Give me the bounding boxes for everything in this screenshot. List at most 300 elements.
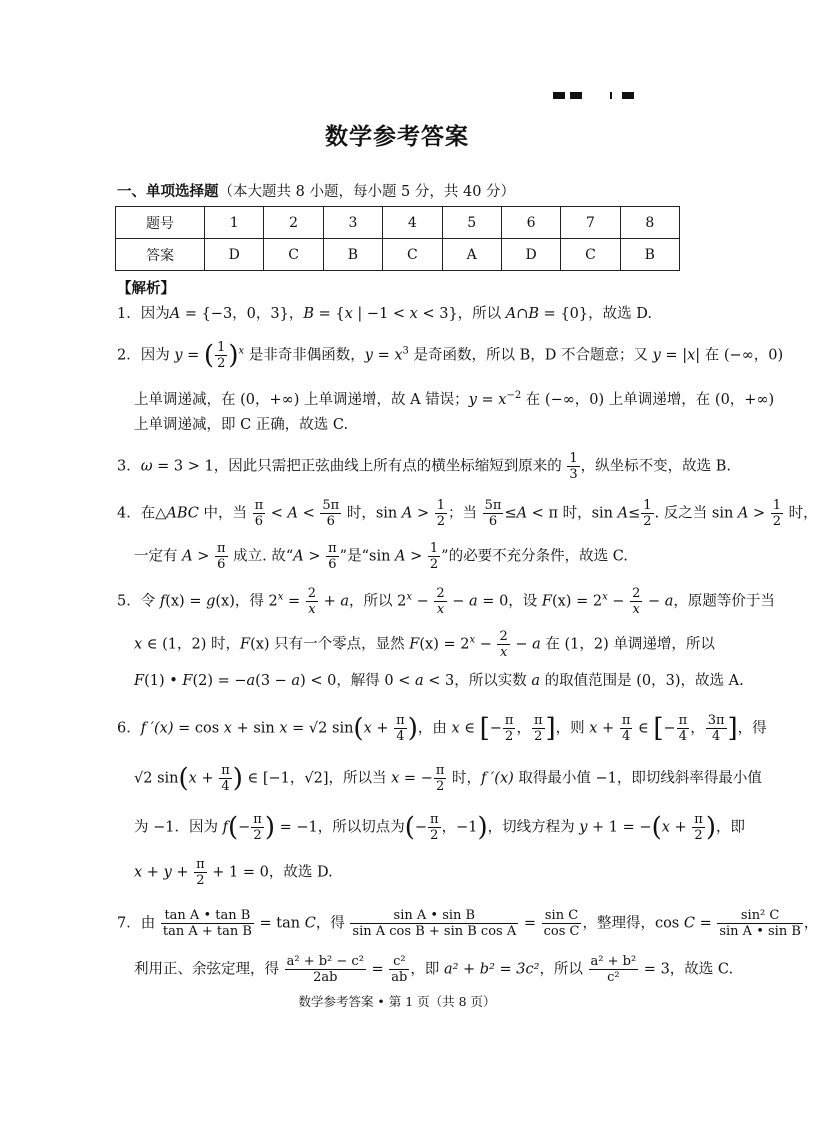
fraction — [428, 541, 440, 572]
solution-6-line-4 — [134, 857, 333, 888]
text: 的取值范围是 (0，3)，故选 A. — [540, 673, 744, 689]
fraction — [350, 908, 518, 939]
var: ABC — [166, 505, 199, 522]
num: 5π — [484, 498, 502, 513]
num: π — [430, 812, 439, 827]
num: sin A • sin B — [350, 908, 518, 924]
text: | 在 (−∞，0) — [695, 347, 784, 364]
paren: ) — [407, 713, 418, 744]
exp: x — [602, 591, 608, 603]
text: ) < 0，解得 0 < — [300, 673, 416, 689]
page-title: 数学参考答案 — [325, 123, 469, 150]
var: f — [159, 593, 166, 610]
text: ，纵坐标不变，故选 B. — [580, 458, 732, 475]
bracket: ] — [727, 713, 738, 744]
num: π — [254, 498, 264, 513]
var: f ′(x) — [481, 770, 514, 787]
var: A — [395, 548, 406, 565]
text: − — [238, 819, 251, 836]
fraction — [542, 908, 582, 939]
text: = — [182, 347, 204, 364]
text: > — [303, 548, 326, 565]
var: A — [182, 548, 193, 565]
num: tan A • tan B — [161, 908, 254, 924]
text: ≤ — [504, 505, 517, 522]
solution-4-line-1 — [117, 498, 818, 529]
fraction — [215, 340, 227, 371]
header-mark-3 — [610, 92, 612, 99]
text: . 反之当 sin — [654, 505, 738, 522]
num: π — [328, 541, 337, 556]
text: 中，当 — [198, 505, 252, 522]
var: x — [661, 819, 670, 836]
var: C — [683, 915, 695, 932]
paren: ) — [705, 812, 716, 843]
den: 6 — [328, 557, 337, 572]
var: g — [206, 593, 216, 610]
text: ∈ — [459, 720, 480, 737]
paren: ) — [228, 340, 239, 371]
text: (x) = 2 — [551, 593, 603, 610]
var: F — [409, 636, 420, 653]
var: x — [451, 720, 460, 737]
exp: x — [277, 591, 284, 603]
text: ∈ — [633, 720, 654, 737]
exp: x — [406, 591, 413, 603]
var: a — [246, 673, 256, 689]
text: − — [663, 720, 676, 737]
solution-5-line-1 — [117, 586, 775, 617]
text: < — [298, 505, 320, 522]
solution-6-line-2 — [134, 763, 762, 794]
text: < 3，所以实数 — [423, 673, 532, 689]
num: 1 — [217, 340, 226, 355]
text: ，所以 — [539, 961, 588, 978]
text: > — [412, 505, 434, 522]
den: x — [499, 645, 508, 660]
den: 2 — [436, 514, 445, 529]
exp: x — [469, 634, 476, 646]
text: = {0}，故选 D. — [539, 306, 652, 322]
num: 1 — [436, 498, 445, 513]
den: 6 — [217, 557, 226, 572]
text: 在 (1，2) 单调递增，所以 — [540, 636, 715, 653]
paren: ( — [203, 340, 215, 371]
text: √2 sin — [134, 770, 179, 787]
table-cell: 5 — [442, 207, 501, 239]
den: 4 — [711, 729, 721, 744]
var: x — [498, 391, 507, 408]
den: 2 — [430, 828, 439, 843]
var: A — [737, 505, 749, 522]
solution-7-line-2 — [134, 954, 733, 985]
bracket: ] — [545, 713, 556, 744]
var: x — [363, 720, 372, 737]
den: x — [436, 602, 445, 617]
text: 3． — [117, 458, 141, 475]
fraction — [567, 451, 579, 482]
text: ∈ (1，2) 时， — [142, 636, 241, 653]
den: 2 — [217, 356, 226, 371]
var: y — [364, 347, 373, 364]
table-cell: 8 — [620, 207, 679, 239]
var: x — [188, 770, 197, 787]
table-cell: 2 — [264, 207, 323, 239]
var: A — [516, 505, 528, 522]
var: A — [617, 505, 629, 522]
paren: ( — [404, 812, 415, 843]
fraction — [253, 498, 266, 529]
text: − — [475, 636, 497, 653]
num: 2 — [307, 586, 316, 601]
var: y — [163, 864, 172, 881]
text: 1．因为 — [117, 306, 170, 322]
table-cell: 6 — [501, 207, 560, 239]
fraction — [771, 498, 783, 529]
text: ， — [690, 720, 705, 737]
text: ，切线方程为 — [487, 819, 580, 836]
text: ”是“sin — [339, 548, 396, 565]
text: ，则 — [555, 720, 590, 737]
text: 2．因为 — [117, 347, 175, 364]
den: x — [632, 602, 640, 617]
text: = {−3，0，3}， — [180, 306, 304, 322]
den: 4 — [396, 729, 405, 744]
var: a — [291, 673, 301, 689]
text: − — [489, 720, 502, 737]
fraction — [394, 713, 407, 744]
var: C — [304, 915, 316, 932]
text: 为 −1．因为 — [134, 819, 223, 836]
header-mark-1 — [553, 92, 565, 99]
den: 2 — [534, 729, 543, 744]
var: x — [394, 347, 403, 364]
var: F — [240, 636, 251, 653]
section-label: 一、单项选择题 — [117, 183, 219, 200]
fraction — [435, 498, 447, 529]
exp: 3 — [402, 345, 409, 357]
var: F — [541, 593, 552, 610]
var: x — [344, 306, 353, 322]
var: a² + b² = 3c² — [443, 961, 540, 978]
table-cell: B — [323, 239, 382, 271]
table-row-numbers — [116, 207, 680, 239]
den: 3 — [569, 467, 578, 482]
text: − — [412, 593, 434, 610]
var: x — [279, 720, 288, 737]
num: 1 — [643, 498, 652, 513]
fraction — [503, 713, 516, 744]
solution-4-line-2 — [134, 541, 628, 572]
text: + 1 = − — [587, 819, 652, 836]
text: = 3，故选 C. — [639, 961, 734, 978]
den: 6 — [326, 514, 335, 529]
den: tan A + tan B — [162, 924, 252, 939]
text: > — [192, 548, 214, 565]
fraction — [434, 586, 446, 617]
text: − — [447, 593, 470, 610]
table-head-answer: 答案 — [116, 239, 205, 271]
table-cell: C — [264, 239, 323, 271]
den: 2 — [505, 729, 514, 744]
solution-6-line-1 — [117, 713, 767, 744]
fraction — [677, 713, 690, 744]
table-cell: B — [620, 239, 679, 271]
var: x — [134, 864, 143, 881]
num: π — [678, 713, 688, 728]
fraction — [161, 908, 254, 939]
num: c² — [389, 954, 409, 970]
text: ，得 — [315, 915, 350, 932]
var: x — [687, 347, 696, 364]
fraction — [219, 763, 232, 794]
text: ，整理得，cos — [582, 915, 684, 932]
solution-5-line-3 — [134, 671, 744, 691]
text: − — [643, 593, 665, 610]
text: = −1，所以切点为 — [274, 819, 405, 836]
table-cell: D — [501, 239, 560, 271]
paren: ( — [227, 812, 239, 843]
var: y — [174, 347, 183, 364]
num: a² + b² — [590, 954, 637, 969]
table-cell: D — [205, 239, 264, 271]
text: + 1 = 0，故选 D. — [207, 864, 333, 881]
text: = — [372, 347, 395, 364]
text: + — [196, 770, 219, 787]
paren: ) — [232, 763, 243, 794]
table-row-answers — [116, 239, 680, 271]
num: π — [621, 713, 631, 728]
fraction — [589, 954, 639, 985]
num: 1 — [772, 498, 782, 513]
table-cell: C — [383, 239, 442, 271]
text: = — [283, 593, 305, 610]
table-cell: A — [442, 239, 501, 271]
exp: −2 — [506, 390, 522, 401]
table-cell: 7 — [561, 207, 620, 239]
text: ≤ — [628, 505, 641, 522]
text: = { — [314, 306, 345, 322]
text: 利用正、余弦定理，得 — [134, 961, 284, 978]
den: sin A • sin B — [719, 924, 801, 939]
answer-table — [115, 206, 680, 271]
den: x — [308, 602, 316, 617]
bracket: [ — [479, 713, 490, 744]
text: + — [597, 720, 619, 737]
text: ”的必要不充分条件，故选 C. — [441, 548, 628, 565]
den: 2 — [694, 828, 703, 843]
var: x — [589, 720, 598, 737]
paren: ( — [178, 763, 189, 794]
fraction — [326, 541, 339, 572]
num: 3π — [707, 713, 725, 728]
text: (1) • — [144, 673, 183, 689]
text: ， — [803, 915, 818, 932]
text: 上单调递减，在 (0，+∞) 上单调递增，故 A 错误； — [134, 391, 469, 408]
text: = √2 sin — [287, 720, 354, 737]
solution-7-line-1 — [117, 908, 818, 939]
text: < — [266, 505, 288, 522]
text: = — [366, 961, 389, 978]
den: 4 — [678, 729, 688, 744]
den: 6 — [488, 514, 498, 529]
num: a² + b² − c² — [286, 954, 364, 969]
text: ∈ [−1，√2]，所以当 — [242, 770, 392, 787]
solution-2-line-3: 上单调递减，即 C 正确，故选 C. — [134, 417, 349, 433]
var: a — [532, 636, 541, 653]
num: sin C — [542, 908, 582, 924]
fraction — [717, 908, 803, 939]
num: π — [221, 763, 230, 778]
den: 2 — [772, 514, 782, 529]
fraction — [497, 629, 509, 660]
var: x — [134, 636, 143, 653]
section-note: （本大题共 8 小题，每小题 5 分，共 40 分） — [218, 184, 516, 200]
text: 成立. 故“ — [228, 548, 294, 565]
var: x — [409, 306, 418, 322]
den: 2ab — [313, 970, 338, 985]
text: − — [414, 819, 428, 836]
table-cell: 1 — [205, 207, 264, 239]
text: ， — [516, 720, 531, 737]
table-cell: 4 — [383, 207, 442, 239]
paren: ) — [477, 812, 488, 843]
fraction — [706, 713, 727, 744]
text: 取得最小值 −1，即切线斜率得最小值 — [513, 770, 762, 787]
fraction — [434, 763, 447, 794]
text: 一定有 — [134, 548, 183, 565]
text: (x) 只有一个零点，显然 — [250, 636, 410, 653]
var: A — [293, 548, 304, 565]
solution-1 — [117, 304, 652, 324]
fraction — [194, 857, 207, 888]
var: x — [391, 770, 400, 787]
fraction — [306, 586, 318, 617]
den: 2 — [196, 873, 205, 888]
num: 1 — [569, 451, 578, 466]
text: (x) = 2 — [419, 636, 470, 653]
table-cell: C — [561, 239, 620, 271]
num: sin² C — [717, 908, 803, 924]
text: = — [476, 391, 499, 408]
fraction — [532, 713, 545, 744]
var: y — [579, 819, 588, 836]
var: a — [340, 593, 350, 610]
var: f ′(x) — [140, 720, 174, 737]
text: < 3}，所以 — [417, 306, 506, 322]
fraction — [285, 954, 366, 985]
fraction — [483, 498, 504, 529]
var: a — [469, 593, 478, 610]
text: + — [669, 819, 692, 836]
text: ，所以 2 — [349, 593, 407, 610]
num: π — [435, 763, 445, 778]
den: 2 — [429, 557, 439, 572]
den: sin A cos B + sin B cos A — [352, 924, 517, 939]
text: = 3 > 1，因此只需把正弦曲线上所有点的横坐标缩短到原来的 — [152, 458, 567, 475]
text: > — [405, 548, 427, 565]
text: | −1 < — [352, 306, 410, 322]
text: ，原题等价于当 — [673, 593, 775, 610]
text: ，即 — [410, 961, 444, 978]
num: 2 — [436, 586, 445, 601]
fraction — [251, 812, 264, 843]
text: ；当 — [448, 505, 482, 522]
num: π — [196, 857, 205, 872]
var: A — [401, 505, 413, 522]
num: 2 — [632, 586, 641, 601]
text: = − — [399, 770, 433, 787]
text: − — [510, 636, 533, 653]
text: 时， — [784, 505, 818, 522]
table-head-number: 题号 — [116, 207, 205, 239]
paren: ( — [353, 713, 364, 744]
text: 7．由 — [117, 915, 160, 932]
den: 4 — [221, 779, 230, 794]
paren: ) — [264, 812, 275, 843]
text: ，得 — [737, 720, 767, 737]
fraction — [215, 541, 228, 572]
den: 4 — [621, 729, 631, 744]
fraction — [389, 954, 409, 985]
analysis-label: 【解析】 — [117, 280, 175, 297]
var: y — [468, 391, 477, 408]
den: c² — [607, 970, 620, 985]
section-heading — [117, 180, 515, 201]
var: A — [287, 505, 299, 522]
fraction — [320, 498, 341, 529]
bracket: [ — [653, 713, 664, 744]
text: 时， — [447, 770, 482, 787]
text: (2) = − — [192, 673, 247, 689]
text: − — [607, 593, 630, 610]
fraction — [620, 713, 633, 744]
text: 5．令 — [117, 593, 160, 610]
text: < π 时，sin — [527, 505, 618, 522]
text: 6． — [117, 720, 141, 737]
text: + — [142, 864, 164, 881]
var: A∩B — [505, 306, 540, 322]
num: 1 — [429, 541, 439, 556]
num: π — [396, 713, 405, 728]
solution-2-line-1 — [117, 340, 783, 371]
solution-3 — [117, 451, 731, 482]
fraction — [630, 586, 642, 617]
fraction — [641, 498, 653, 529]
var: F — [134, 673, 145, 689]
text: ，由 — [417, 720, 452, 737]
fraction — [428, 812, 441, 843]
den: cos C — [543, 924, 580, 939]
den: ab — [391, 970, 408, 985]
text: 时，sin — [342, 505, 402, 522]
var: ω — [140, 458, 153, 475]
text: + sin — [231, 720, 280, 737]
text: 在 (−∞，0) 上单调递增，在 (0，+∞) — [521, 391, 775, 408]
text: 是奇函数，所以 B，D 不合题意；又 — [408, 347, 653, 364]
text: = — [519, 915, 541, 932]
num: π — [216, 541, 226, 556]
var: a — [531, 673, 541, 689]
text: (x) = — [165, 593, 207, 610]
text: ，−1 — [441, 819, 478, 836]
text: + — [171, 864, 194, 881]
text: = | — [660, 347, 688, 364]
var: a — [664, 593, 674, 610]
text: + — [319, 593, 341, 610]
exp: x — [238, 345, 245, 357]
den: 2 — [435, 779, 445, 794]
